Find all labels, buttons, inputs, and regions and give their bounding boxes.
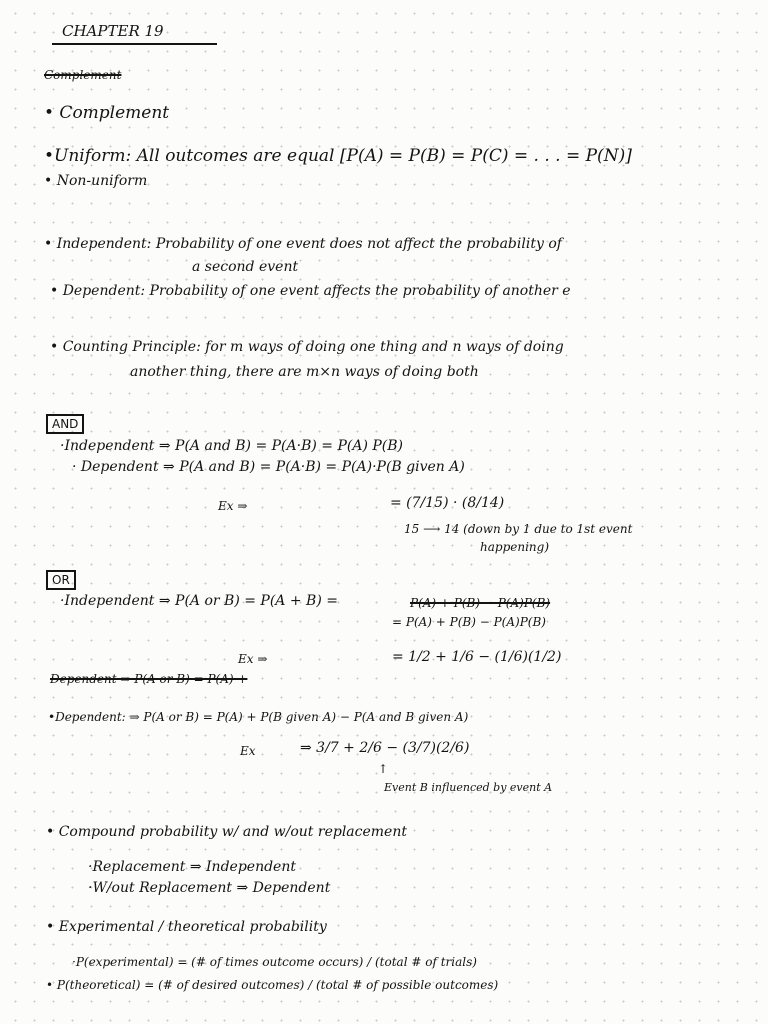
or-example-value: = 1/2 + 1/6 − (1/6)(1/2) [392,649,562,665]
or-independent-struck: P(A) + P(B) − P(A)P(B) [410,596,551,610]
up-arrow-icon: ↑ [378,762,389,776]
compound-replacement: ·Replacement ⇒ Independent [88,859,296,875]
or-label-box: OR [46,570,76,590]
experimental-formula: ·P(experimental) = (# of times outcome occurs) / (total # of trials) [72,955,477,969]
compound-title: • Compound probability w/ and w/out replacement [46,824,407,840]
heading-underline [52,43,217,45]
independent-def-line1: • Independent: Probability of one event does not affect the probability of [44,236,562,252]
dependent-def: • Dependent: Probability of one event affects the probability of another e [50,283,571,299]
independent-def-line2: a second event [192,259,299,275]
and-example-note-line1: 15 ⟶ 14 (down by 1 due to 1st event [404,522,633,536]
non-uniform-bullet: • Non-uniform [44,173,148,189]
and-example-label: Ex ⇒ [218,499,248,513]
compound-without-replacement: ·W/out Replacement ⇒ Dependent [88,880,331,896]
and-label-box: AND [46,414,84,434]
struck-heading: Complement [44,68,122,82]
chapter-heading: CHAPTER 19 [62,22,164,40]
or-dependent: •Dependent: ⇒ P(A or B) = P(A) + P(B given A) − P(A and B given A) [48,710,469,724]
and-dependent: · Dependent ⇒ P(A and B) = P(A·B) = P(A)·P(B given A) [72,459,465,475]
complement-bullet: • Complement [44,103,170,123]
or-example-label: Ex ⇒ [238,652,268,666]
and-example-value: = (7/15) · (8/14) [390,495,505,511]
or-struck-dependent: Dependent ⇒ P(A or B) = P(A) + [50,672,248,686]
or-independent-line1: ·Independent ⇒ P(A or B) = P(A + B) = [60,593,338,609]
or-independent-line2: = P(A) + P(B) − P(A)P(B) [392,615,546,629]
or-example2-note: Event B influenced by event A [384,781,553,794]
experimental-title: • Experimental / theoretical probability [46,919,327,935]
or-example2-value: ⇒ 3/7 + 2/6 − (3/7)(2/6) [300,740,470,756]
and-independent: ·Independent ⇒ P(A and B) = P(A·B) = P(A) P(B) [60,438,403,454]
counting-principle-line2: another thing, there are m×n ways of doing both [130,364,479,380]
and-example-note-line2: happening) [480,540,550,554]
counting-principle-line1: • Counting Principle: for m ways of doing one thing and n ways of doing [50,339,564,355]
theoretical-formula: • P(theoretical) = (# of desired outcomes) / (total # of possible outcomes) [46,978,499,992]
uniform-bullet: •Uniform: All outcomes are equal [P(A) = P(B) = P(C) = . . . = P(N)] [44,146,632,166]
or-example2-label: Ex [240,744,256,758]
